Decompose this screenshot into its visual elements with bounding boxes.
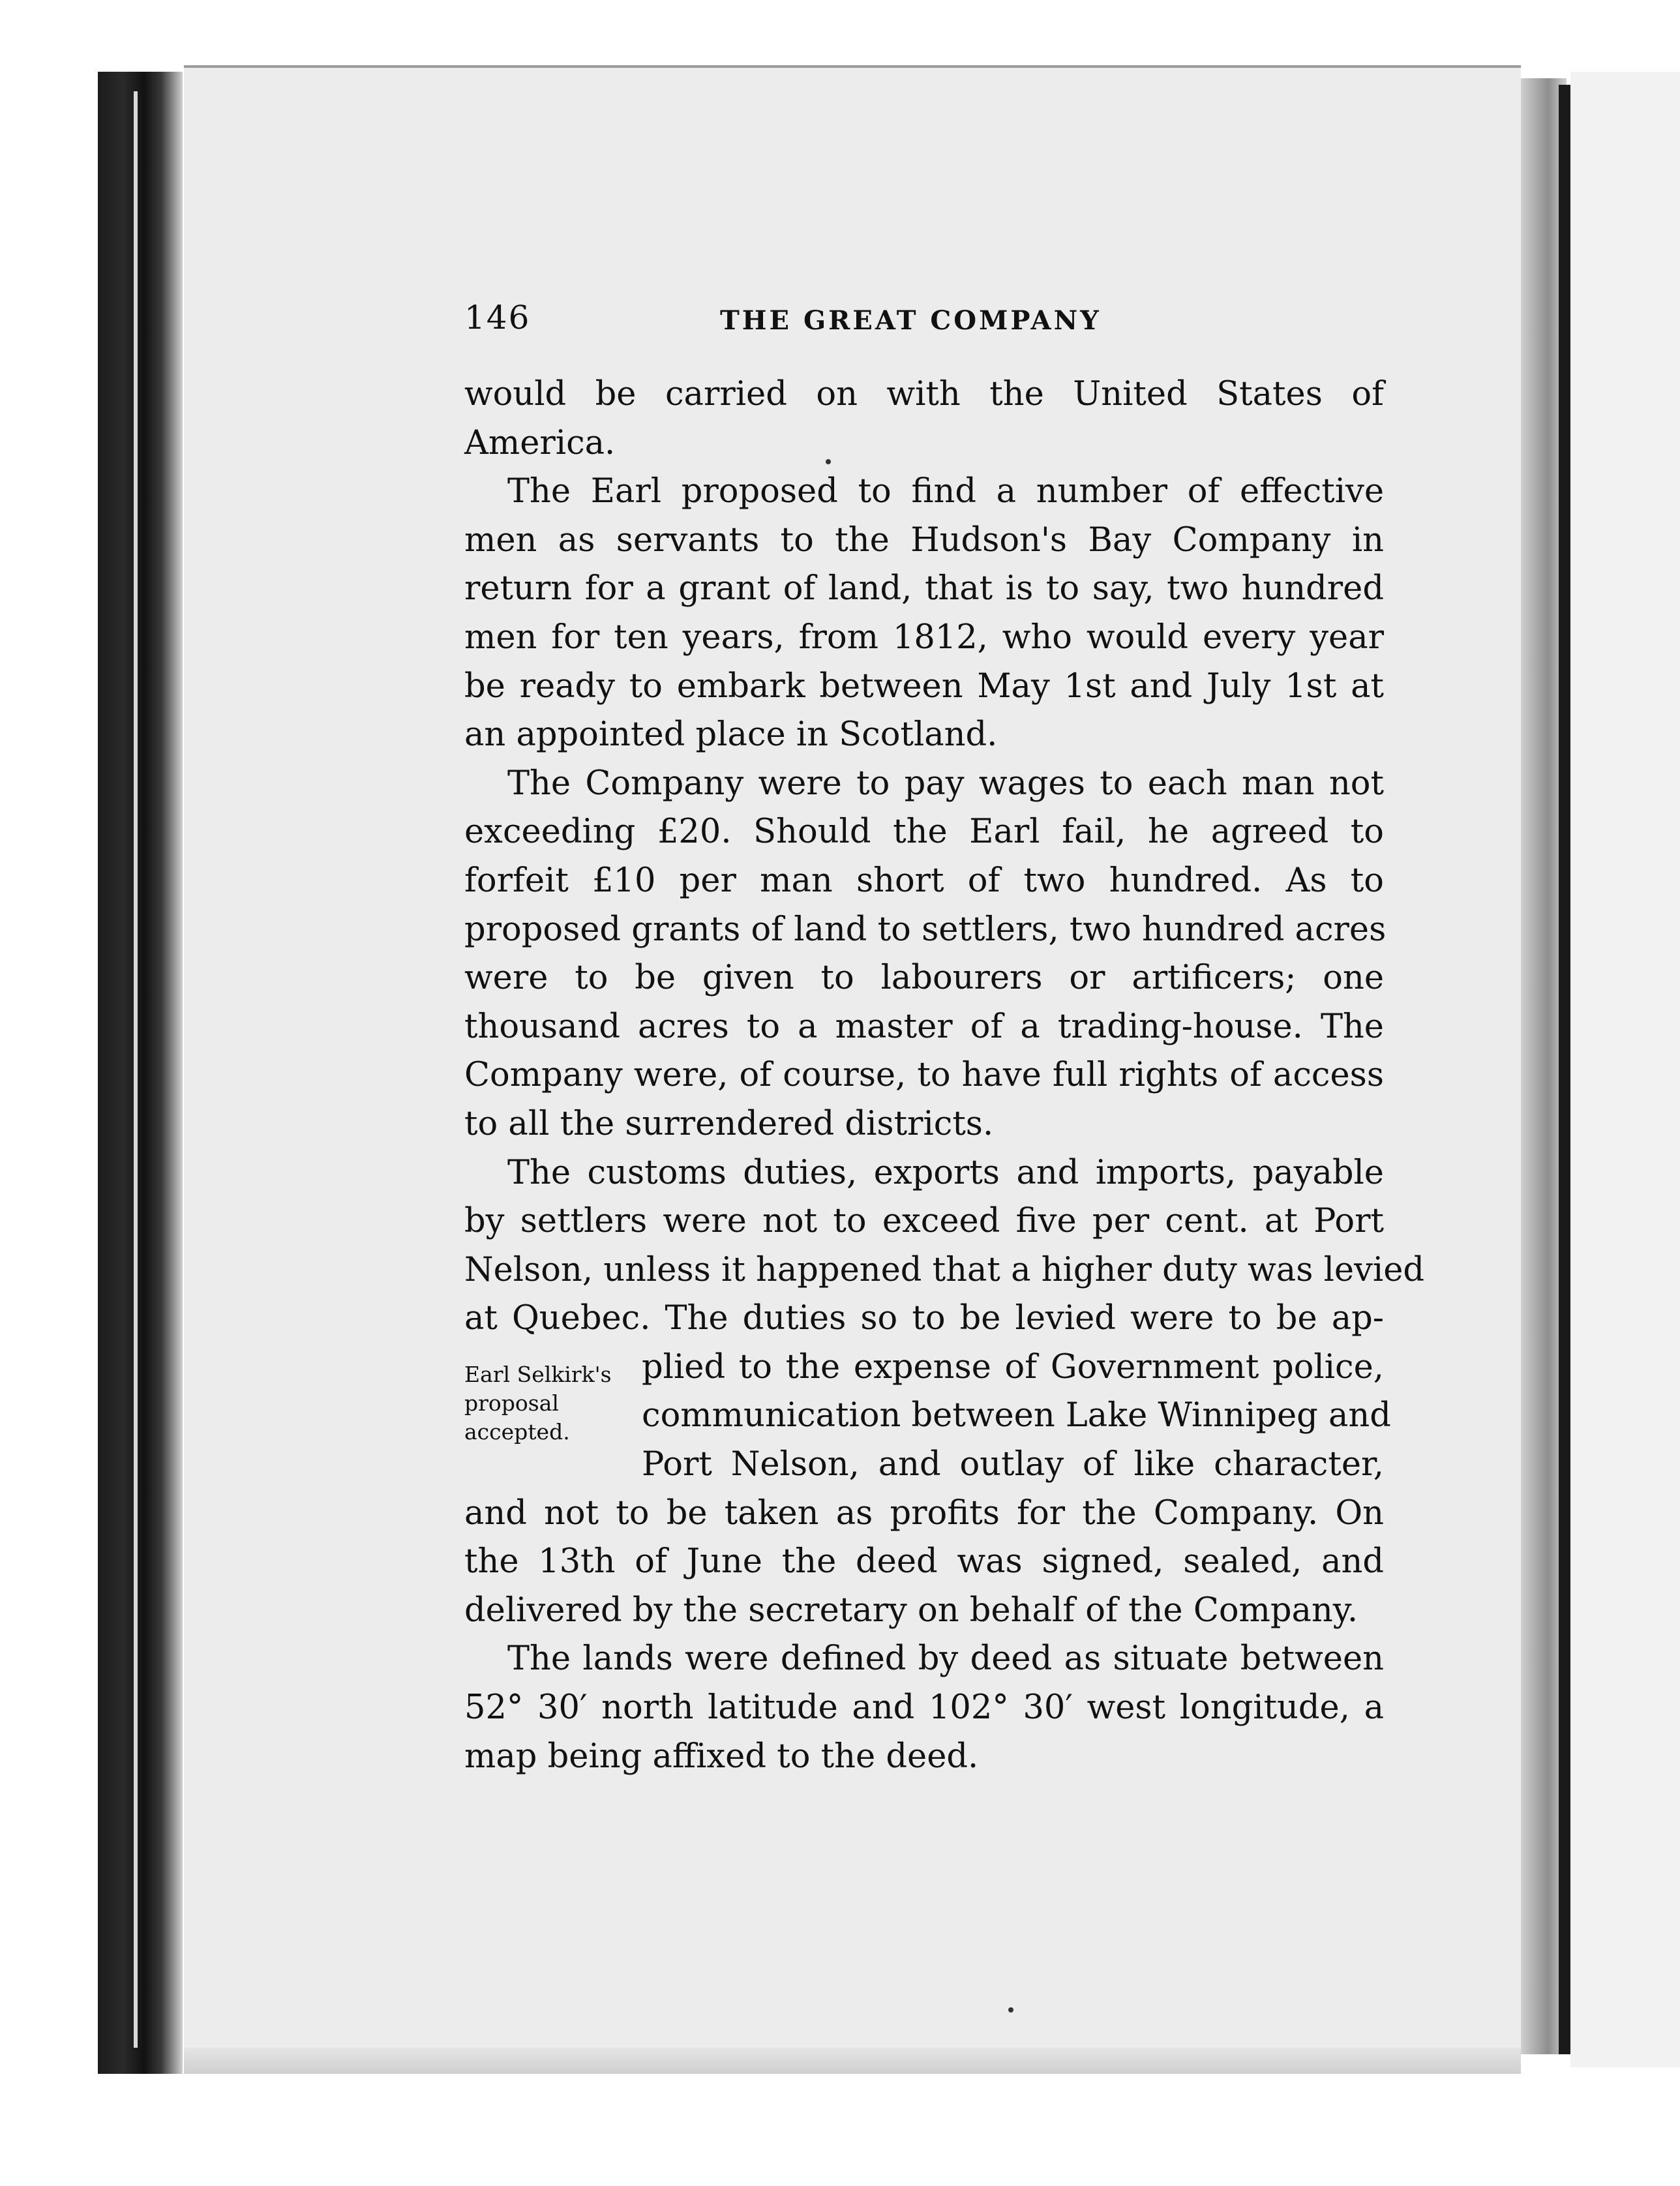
text-line: communication between Lake Winnipeg and [642,1396,1391,1435]
binding-highlight [134,91,138,2048]
text-line: an appointed place in Scotland. [464,715,998,755]
text-line: delivered by the secretary on behalf of the Company. [464,1591,1358,1630]
page-header [464,299,1117,344]
text-line: Company were, of course, to have full rights of access [464,1056,1384,1095]
sidenote-line: accepted. [464,1418,570,1445]
text-line: The Company were to pay wages to each man not [507,764,1384,803]
book-binding [98,72,183,2074]
text-line: The lands were defined by deed as situate between [507,1640,1384,1679]
text-line: by settlers were not to exceed five per cent. at Port [464,1202,1384,1241]
text-line: would be carried on with the United States of [464,375,1384,413]
sidenote-line: proposal [464,1390,559,1416]
paragraph [464,1149,1425,1636]
paragraph [464,760,1387,1149]
text-line: Port Nelson, and outlay of like character, [642,1445,1384,1484]
page-number: 146 [464,299,531,337]
text-line: at Quebec. The duties so to be levied were to be ap- [464,1299,1384,1338]
text-line: The Earl proposed to find a number of effective [507,472,1384,511]
text-line: plied to the expense of Government police, [642,1347,1384,1386]
print-speck [826,459,831,464]
gutter-line [1559,85,1570,2054]
text-line: men for ten years, from 1812, who would every year [464,618,1384,657]
paragraph [464,468,1384,760]
text-line: forfeit £10 per man short of two hundred. As to [464,861,1384,900]
text-line: men as servants to the Hudson's Bay Company in [464,520,1384,560]
page-bottom-edge [184,2048,1521,2074]
text-line: be ready to embark between May 1st and July 1st at [464,666,1384,706]
text-line: the 13th of June the deed was signed, sealed, and [464,1542,1384,1581]
marginal-sidenote [464,1360,634,1446]
text-line: proposed grants of land to settlers, two hundred acres [464,910,1387,949]
text-line: thousand acres to a master of a trading-house. The [464,1007,1384,1046]
text-line: The customs duties, exports and imports, payable [507,1153,1384,1192]
sidenote-line: Earl Selkirk's [464,1361,612,1387]
adjacent-page-edge [1570,72,1680,2067]
print-speck [1008,2007,1013,2013]
paragraph [464,370,1384,468]
text-line: America. [464,423,616,462]
text-line: 52° 30′ north latitude and 102° 30′ west longitude, a [464,1688,1384,1728]
body-text [464,370,1425,1781]
sidenote-block [464,1343,1391,1490]
text-line: map being affixed to the deed. [464,1737,979,1776]
text-line: Nelson, unless it happened that a higher duty was levied [464,1250,1425,1289]
paragraph [464,1635,1384,1781]
text-line: return for a grant of land, that is to say, two hundred [464,569,1384,608]
text-line: and not to be taken as profits for the Company. On [464,1493,1384,1533]
text-line: exceeding £20. Should the Earl fail, he agreed to [464,813,1384,852]
running-title: THE GREAT COMPANY [720,305,1102,336]
text-line: were to be given to labourers or artificers; one [464,959,1384,998]
text-line: to all the surrendered districts. [464,1104,994,1143]
